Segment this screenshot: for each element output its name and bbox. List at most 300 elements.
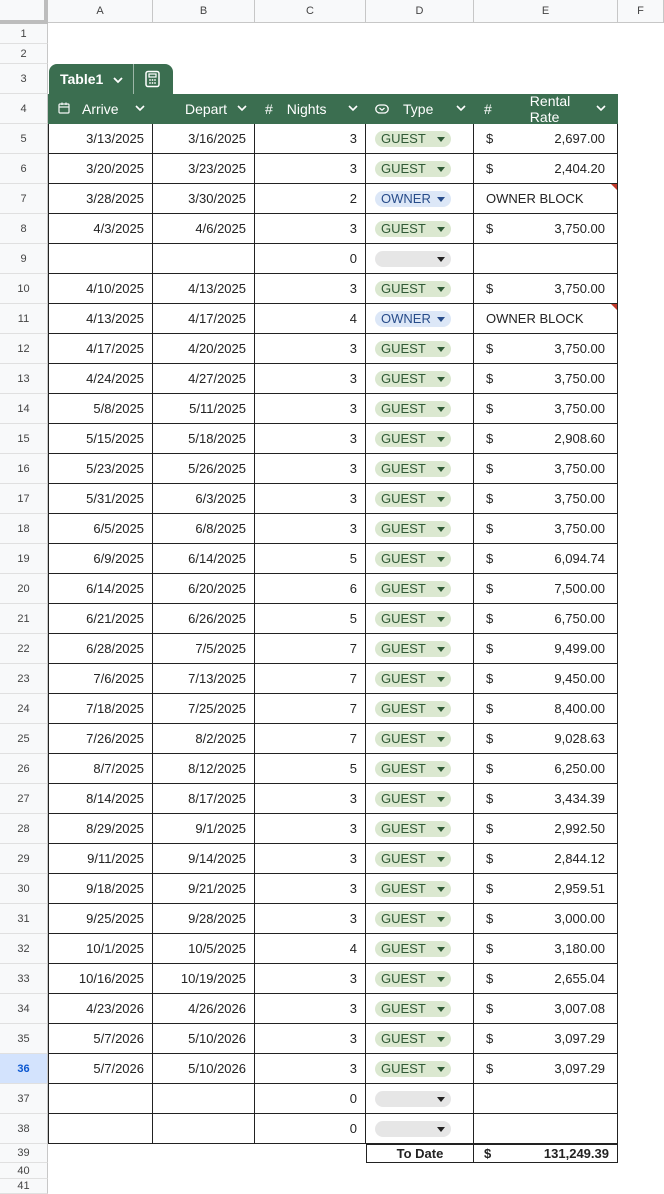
type-cell[interactable] xyxy=(366,154,474,184)
type-cell[interactable] xyxy=(366,1114,474,1144)
dropdown-arrow-icon[interactable] xyxy=(437,434,445,444)
type-dropdown-chip[interactable] xyxy=(375,161,451,177)
row-header-23[interactable]: 23 xyxy=(0,664,48,694)
dropdown-arrow-icon[interactable] xyxy=(437,644,445,654)
row-header-19[interactable]: 19 xyxy=(0,544,48,574)
depart-cell[interactable]: 6/14/2025 xyxy=(153,544,255,574)
row-header-5[interactable]: 5 xyxy=(0,124,48,154)
depart-cell[interactable]: 10/19/2025 xyxy=(153,964,255,994)
header-type[interactable] xyxy=(366,94,474,124)
dropdown-arrow-icon[interactable] xyxy=(437,284,445,294)
type-dropdown-chip[interactable] xyxy=(375,701,451,717)
type-cell[interactable] xyxy=(366,604,474,634)
depart-cell[interactable]: 8/2/2025 xyxy=(153,724,255,754)
rental-rate-cell[interactable] xyxy=(474,544,618,574)
nights-cell[interactable]: 6 xyxy=(255,574,366,604)
depart-cell[interactable]: 4/26/2026 xyxy=(153,994,255,1024)
type-dropdown-chip[interactable] xyxy=(375,221,451,237)
rental-rate-cell[interactable] xyxy=(474,244,618,274)
type-cell[interactable] xyxy=(366,904,474,934)
arrive-cell[interactable]: 4/10/2025 xyxy=(48,274,153,304)
chevron-down-icon[interactable] xyxy=(113,71,123,87)
depart-cell[interactable]: 9/28/2025 xyxy=(153,904,255,934)
dropdown-arrow-icon[interactable] xyxy=(437,374,445,384)
row-header-10[interactable]: 10 xyxy=(0,274,48,304)
nights-cell[interactable]: 7 xyxy=(255,724,366,754)
dropdown-arrow-icon[interactable] xyxy=(437,944,445,954)
type-dropdown-chip[interactable] xyxy=(375,791,451,807)
arrive-cell[interactable] xyxy=(48,1084,153,1114)
type-cell[interactable] xyxy=(366,994,474,1024)
rental-rate-cell[interactable] xyxy=(474,574,618,604)
type-dropdown-chip[interactable] xyxy=(375,341,451,357)
header-arrive[interactable] xyxy=(48,94,153,124)
type-dropdown-chip[interactable] xyxy=(375,761,451,777)
arrive-cell[interactable]: 9/11/2025 xyxy=(48,844,153,874)
column-header-c[interactable]: C xyxy=(255,0,366,23)
type-dropdown-chip[interactable] xyxy=(375,671,451,687)
nights-cell[interactable]: 3 xyxy=(255,964,366,994)
dropdown-arrow-icon[interactable] xyxy=(437,224,445,234)
row-header-12[interactable]: 12 xyxy=(0,334,48,364)
dropdown-arrow-icon[interactable] xyxy=(437,884,445,894)
column-header-b[interactable]: B xyxy=(153,0,255,23)
type-cell[interactable] xyxy=(366,424,474,454)
row-header-20[interactable]: 20 xyxy=(0,574,48,604)
arrive-cell[interactable]: 5/31/2025 xyxy=(48,484,153,514)
nights-cell[interactable]: 7 xyxy=(255,634,366,664)
nights-cell[interactable]: 7 xyxy=(255,664,366,694)
type-dropdown-chip[interactable] xyxy=(375,1031,451,1047)
rental-rate-cell[interactable] xyxy=(474,814,618,844)
nights-cell[interactable]: 0 xyxy=(255,1114,366,1144)
depart-cell[interactable]: 4/27/2025 xyxy=(153,364,255,394)
row-header-28[interactable]: 28 xyxy=(0,814,48,844)
rental-rate-cell[interactable] xyxy=(474,124,618,154)
row-header-9[interactable]: 9 xyxy=(0,244,48,274)
depart-cell[interactable]: 9/14/2025 xyxy=(153,844,255,874)
dropdown-arrow-icon[interactable] xyxy=(437,524,445,534)
row-header-29[interactable]: 29 xyxy=(0,844,48,874)
rental-rate-cell[interactable] xyxy=(474,1114,618,1144)
row-header-31[interactable]: 31 xyxy=(0,904,48,934)
rental-rate-cell[interactable] xyxy=(474,904,618,934)
dropdown-arrow-icon[interactable] xyxy=(437,614,445,624)
row-header-21[interactable]: 21 xyxy=(0,604,48,634)
row-header-38[interactable]: 38 xyxy=(0,1114,48,1144)
type-cell[interactable] xyxy=(366,574,474,604)
depart-cell[interactable] xyxy=(153,1084,255,1114)
nights-cell[interactable]: 3 xyxy=(255,1054,366,1084)
rental-rate-cell[interactable] xyxy=(474,874,618,904)
arrive-cell[interactable]: 8/29/2025 xyxy=(48,814,153,844)
nights-cell[interactable]: 0 xyxy=(255,244,366,274)
type-dropdown-chip[interactable] xyxy=(375,941,451,957)
rental-rate-cell[interactable] xyxy=(474,724,618,754)
nights-cell[interactable]: 3 xyxy=(255,274,366,304)
type-cell[interactable] xyxy=(366,484,474,514)
depart-cell[interactable]: 4/20/2025 xyxy=(153,334,255,364)
arrive-cell[interactable]: 5/7/2026 xyxy=(48,1054,153,1084)
type-dropdown-chip[interactable] xyxy=(375,251,451,267)
type-dropdown-chip[interactable] xyxy=(375,1061,451,1077)
type-dropdown-chip[interactable] xyxy=(375,1121,451,1137)
arrive-cell[interactable]: 7/26/2025 xyxy=(48,724,153,754)
header-rental-rate[interactable] xyxy=(474,94,618,124)
dropdown-arrow-icon[interactable] xyxy=(437,764,445,774)
type-dropdown-chip[interactable] xyxy=(375,521,451,537)
chevron-down-icon[interactable] xyxy=(456,103,474,115)
select-all-corner[interactable] xyxy=(0,0,48,24)
row-header-4[interactable]: 4 xyxy=(0,94,48,124)
dropdown-arrow-icon[interactable] xyxy=(437,554,445,564)
dropdown-arrow-icon[interactable] xyxy=(437,344,445,354)
depart-cell[interactable]: 5/18/2025 xyxy=(153,424,255,454)
column-header-f[interactable]: F xyxy=(618,0,664,23)
row-header-14[interactable]: 14 xyxy=(0,394,48,424)
type-cell[interactable] xyxy=(366,844,474,874)
dropdown-arrow-icon[interactable] xyxy=(437,914,445,924)
rental-rate-cell[interactable] xyxy=(474,964,618,994)
type-dropdown-chip[interactable] xyxy=(375,371,451,387)
arrive-cell[interactable]: 7/18/2025 xyxy=(48,694,153,724)
depart-cell[interactable]: 3/30/2025 xyxy=(153,184,255,214)
dropdown-arrow-icon[interactable] xyxy=(437,854,445,864)
type-dropdown-chip[interactable] xyxy=(375,491,451,507)
table-name[interactable]: Table1 xyxy=(60,71,104,87)
rental-rate-cell[interactable] xyxy=(474,484,618,514)
depart-cell[interactable]: 6/3/2025 xyxy=(153,484,255,514)
dropdown-arrow-icon[interactable] xyxy=(437,674,445,684)
nights-cell[interactable]: 4 xyxy=(255,934,366,964)
dropdown-arrow-icon[interactable] xyxy=(437,404,445,414)
column-header-a[interactable]: A xyxy=(48,0,153,23)
dropdown-arrow-icon[interactable] xyxy=(437,734,445,744)
type-dropdown-chip[interactable] xyxy=(375,431,451,447)
row-header-30[interactable]: 30 xyxy=(0,874,48,904)
chevron-down-icon[interactable] xyxy=(596,103,618,115)
dropdown-arrow-icon[interactable] xyxy=(437,1034,445,1044)
comment-indicator-icon[interactable] xyxy=(611,304,617,310)
nights-cell[interactable]: 3 xyxy=(255,994,366,1024)
dropdown-arrow-icon[interactable] xyxy=(437,704,445,714)
nights-cell[interactable]: 3 xyxy=(255,124,366,154)
rental-rate-cell[interactable] xyxy=(474,304,618,334)
chevron-down-icon[interactable] xyxy=(135,103,153,115)
dropdown-arrow-icon[interactable] xyxy=(437,494,445,504)
rental-rate-cell[interactable] xyxy=(474,334,618,364)
type-dropdown-chip[interactable] xyxy=(375,461,451,477)
type-dropdown-chip[interactable] xyxy=(375,911,451,927)
dropdown-arrow-icon[interactable] xyxy=(437,1004,445,1014)
arrive-cell[interactable]: 5/23/2025 xyxy=(48,454,153,484)
rental-rate-cell[interactable] xyxy=(474,1024,618,1054)
rental-rate-cell[interactable] xyxy=(474,424,618,454)
row-header-7[interactable]: 7 xyxy=(0,184,48,214)
row-header-40[interactable]: 40 xyxy=(0,1163,48,1179)
type-dropdown-chip[interactable] xyxy=(375,971,451,987)
nights-cell[interactable]: 5 xyxy=(255,604,366,634)
rental-rate-cell[interactable] xyxy=(474,694,618,724)
nights-cell[interactable]: 3 xyxy=(255,814,366,844)
row-header-26[interactable]: 26 xyxy=(0,754,48,784)
total-value-cell[interactable] xyxy=(473,1144,618,1163)
nights-cell[interactable]: 3 xyxy=(255,214,366,244)
row-header-39[interactable]: 39 xyxy=(0,1144,48,1163)
nights-cell[interactable]: 3 xyxy=(255,154,366,184)
depart-cell[interactable]: 3/16/2025 xyxy=(153,124,255,154)
dropdown-arrow-icon[interactable] xyxy=(437,1094,445,1104)
total-label-cell[interactable] xyxy=(366,1144,474,1163)
depart-cell[interactable]: 10/5/2025 xyxy=(153,934,255,964)
row-header-13[interactable]: 13 xyxy=(0,364,48,394)
dropdown-arrow-icon[interactable] xyxy=(437,974,445,984)
dropdown-arrow-icon[interactable] xyxy=(437,1124,445,1134)
type-cell[interactable] xyxy=(366,544,474,574)
type-cell[interactable] xyxy=(366,244,474,274)
type-cell[interactable] xyxy=(366,784,474,814)
nights-cell[interactable]: 4 xyxy=(255,304,366,334)
rental-rate-cell[interactable] xyxy=(474,934,618,964)
depart-cell[interactable]: 7/5/2025 xyxy=(153,634,255,664)
dropdown-arrow-icon[interactable] xyxy=(437,314,445,324)
rental-rate-cell[interactable] xyxy=(474,1084,618,1114)
depart-cell[interactable]: 6/8/2025 xyxy=(153,514,255,544)
type-cell[interactable] xyxy=(366,964,474,994)
row-header-27[interactable]: 27 xyxy=(0,784,48,814)
row-header-22[interactable]: 22 xyxy=(0,634,48,664)
arrive-cell[interactable]: 4/17/2025 xyxy=(48,334,153,364)
arrive-cell[interactable]: 8/14/2025 xyxy=(48,784,153,814)
nights-cell[interactable]: 3 xyxy=(255,784,366,814)
arrive-cell[interactable]: 7/6/2025 xyxy=(48,664,153,694)
row-header-41[interactable]: 41 xyxy=(0,1179,48,1194)
arrive-cell[interactable]: 3/13/2025 xyxy=(48,124,153,154)
type-cell[interactable] xyxy=(366,1084,474,1114)
arrive-cell[interactable]: 9/18/2025 xyxy=(48,874,153,904)
nights-cell[interactable]: 3 xyxy=(255,334,366,364)
rental-rate-cell[interactable] xyxy=(474,604,618,634)
arrive-cell[interactable]: 5/15/2025 xyxy=(48,424,153,454)
nights-cell[interactable]: 3 xyxy=(255,514,366,544)
column-header-e[interactable]: E xyxy=(474,0,618,23)
type-cell[interactable] xyxy=(366,724,474,754)
rental-rate-cell[interactable] xyxy=(474,784,618,814)
depart-cell[interactable]: 4/13/2025 xyxy=(153,274,255,304)
type-cell[interactable] xyxy=(366,274,474,304)
rental-rate-cell[interactable] xyxy=(474,394,618,424)
depart-cell[interactable]: 9/21/2025 xyxy=(153,874,255,904)
row-header-34[interactable]: 34 xyxy=(0,994,48,1024)
depart-cell[interactable]: 8/17/2025 xyxy=(153,784,255,814)
arrive-cell[interactable]: 5/7/2026 xyxy=(48,1024,153,1054)
dropdown-arrow-icon[interactable] xyxy=(437,194,445,204)
type-cell[interactable] xyxy=(366,634,474,664)
depart-cell[interactable]: 9/1/2025 xyxy=(153,814,255,844)
rental-rate-cell[interactable] xyxy=(474,994,618,1024)
nights-cell[interactable]: 5 xyxy=(255,544,366,574)
comment-indicator-icon[interactable] xyxy=(611,184,617,190)
type-cell[interactable] xyxy=(366,514,474,544)
arrive-cell[interactable]: 6/14/2025 xyxy=(48,574,153,604)
rental-rate-cell[interactable] xyxy=(474,364,618,394)
column-header-d[interactable]: D xyxy=(366,0,474,23)
rental-rate-cell[interactable] xyxy=(474,454,618,484)
depart-cell[interactable]: 3/23/2025 xyxy=(153,154,255,184)
chevron-down-icon[interactable] xyxy=(348,103,366,115)
depart-cell[interactable]: 4/17/2025 xyxy=(153,304,255,334)
table-name-tab[interactable] xyxy=(49,64,173,94)
type-dropdown-chip[interactable] xyxy=(375,1091,451,1107)
nights-cell[interactable]: 2 xyxy=(255,184,366,214)
type-cell[interactable] xyxy=(366,1054,474,1084)
type-cell[interactable] xyxy=(366,364,474,394)
row-header-32[interactable]: 32 xyxy=(0,934,48,964)
type-cell[interactable] xyxy=(366,454,474,484)
row-header-1[interactable]: 1 xyxy=(0,24,48,44)
arrive-cell[interactable]: 4/24/2025 xyxy=(48,364,153,394)
arrive-cell[interactable]: 6/9/2025 xyxy=(48,544,153,574)
arrive-cell[interactable]: 4/23/2026 xyxy=(48,994,153,1024)
chevron-down-icon[interactable] xyxy=(237,103,255,115)
row-header-37[interactable]: 37 xyxy=(0,1084,48,1114)
nights-cell[interactable]: 3 xyxy=(255,844,366,874)
type-cell[interactable] xyxy=(366,214,474,244)
row-header-17[interactable]: 17 xyxy=(0,484,48,514)
depart-cell[interactable]: 6/20/2025 xyxy=(153,574,255,604)
depart-cell[interactable] xyxy=(153,1114,255,1144)
header-depart[interactable] xyxy=(153,94,255,124)
rental-rate-cell[interactable] xyxy=(474,514,618,544)
type-dropdown-chip[interactable] xyxy=(375,581,451,597)
dropdown-arrow-icon[interactable] xyxy=(437,464,445,474)
nights-cell[interactable]: 3 xyxy=(255,424,366,454)
arrive-cell[interactable]: 5/8/2025 xyxy=(48,394,153,424)
type-cell[interactable] xyxy=(366,814,474,844)
depart-cell[interactable]: 5/10/2026 xyxy=(153,1024,255,1054)
arrive-cell[interactable]: 6/28/2025 xyxy=(48,634,153,664)
arrive-cell[interactable] xyxy=(48,244,153,274)
row-header-33[interactable]: 33 xyxy=(0,964,48,994)
dropdown-arrow-icon[interactable] xyxy=(437,164,445,174)
nights-cell[interactable]: 3 xyxy=(255,904,366,934)
depart-cell[interactable]: 8/12/2025 xyxy=(153,754,255,784)
rental-rate-cell[interactable] xyxy=(474,754,618,784)
nights-cell[interactable]: 0 xyxy=(255,1084,366,1114)
type-cell[interactable] xyxy=(366,934,474,964)
type-cell[interactable] xyxy=(366,124,474,154)
depart-cell[interactable]: 5/10/2026 xyxy=(153,1054,255,1084)
type-dropdown-chip[interactable] xyxy=(375,1001,451,1017)
rental-rate-cell[interactable] xyxy=(474,154,618,184)
row-header-16[interactable]: 16 xyxy=(0,454,48,484)
type-cell[interactable] xyxy=(366,304,474,334)
type-dropdown-chip[interactable] xyxy=(375,281,451,297)
row-header-15[interactable]: 15 xyxy=(0,424,48,454)
row-header-24[interactable]: 24 xyxy=(0,694,48,724)
type-dropdown-chip[interactable] xyxy=(375,311,451,327)
dropdown-arrow-icon[interactable] xyxy=(437,134,445,144)
depart-cell[interactable]: 5/26/2025 xyxy=(153,454,255,484)
depart-cell[interactable]: 7/13/2025 xyxy=(153,664,255,694)
depart-cell[interactable]: 4/6/2025 xyxy=(153,214,255,244)
row-header-3[interactable]: 3 xyxy=(0,64,48,94)
type-cell[interactable] xyxy=(366,394,474,424)
row-header-11[interactable]: 11 xyxy=(0,304,48,334)
row-header-18[interactable]: 18 xyxy=(0,514,48,544)
row-header-25[interactable]: 25 xyxy=(0,724,48,754)
rental-rate-cell[interactable] xyxy=(474,664,618,694)
rental-rate-cell[interactable] xyxy=(474,634,618,664)
type-cell[interactable] xyxy=(366,754,474,784)
type-cell[interactable] xyxy=(366,184,474,214)
nights-cell[interactable]: 3 xyxy=(255,454,366,484)
type-dropdown-chip[interactable] xyxy=(375,851,451,867)
arrive-cell[interactable]: 6/5/2025 xyxy=(48,514,153,544)
rental-rate-cell[interactable] xyxy=(474,1054,618,1084)
arrive-cell[interactable]: 3/28/2025 xyxy=(48,184,153,214)
arrive-cell[interactable] xyxy=(48,1114,153,1144)
nights-cell[interactable]: 7 xyxy=(255,694,366,724)
depart-cell[interactable]: 5/11/2025 xyxy=(153,394,255,424)
arrive-cell[interactable]: 10/1/2025 xyxy=(48,934,153,964)
type-dropdown-chip[interactable] xyxy=(375,641,451,657)
type-dropdown-chip[interactable] xyxy=(375,611,451,627)
type-dropdown-chip[interactable] xyxy=(375,881,451,897)
type-dropdown-chip[interactable] xyxy=(375,731,451,747)
depart-cell[interactable] xyxy=(153,244,255,274)
rental-rate-cell[interactable] xyxy=(474,184,618,214)
row-header-8[interactable]: 8 xyxy=(0,214,48,244)
table-settings-icon[interactable] xyxy=(144,70,162,88)
nights-cell[interactable]: 3 xyxy=(255,364,366,394)
rental-rate-cell[interactable] xyxy=(474,844,618,874)
arrive-cell[interactable]: 10/16/2025 xyxy=(48,964,153,994)
dropdown-arrow-icon[interactable] xyxy=(437,1064,445,1074)
nights-cell[interactable]: 3 xyxy=(255,484,366,514)
dropdown-arrow-icon[interactable] xyxy=(437,254,445,264)
header-nights[interactable] xyxy=(255,94,366,124)
arrive-cell[interactable]: 3/20/2025 xyxy=(48,154,153,184)
nights-cell[interactable]: 3 xyxy=(255,874,366,904)
nights-cell[interactable]: 3 xyxy=(255,1024,366,1054)
type-cell[interactable] xyxy=(366,334,474,364)
type-dropdown-chip[interactable] xyxy=(375,191,451,207)
dropdown-arrow-icon[interactable] xyxy=(437,794,445,804)
depart-cell[interactable]: 7/25/2025 xyxy=(153,694,255,724)
type-cell[interactable] xyxy=(366,874,474,904)
nights-cell[interactable]: 5 xyxy=(255,754,366,784)
depart-cell[interactable]: 6/26/2025 xyxy=(153,604,255,634)
row-header-36[interactable]: 36 xyxy=(0,1054,48,1084)
row-header-2[interactable]: 2 xyxy=(0,44,48,64)
arrive-cell[interactable]: 4/13/2025 xyxy=(48,304,153,334)
type-dropdown-chip[interactable] xyxy=(375,551,451,567)
arrive-cell[interactable]: 4/3/2025 xyxy=(48,214,153,244)
type-dropdown-chip[interactable] xyxy=(375,821,451,837)
dropdown-arrow-icon[interactable] xyxy=(437,824,445,834)
rental-rate-cell[interactable] xyxy=(474,274,618,304)
row-header-6[interactable]: 6 xyxy=(0,154,48,184)
type-dropdown-chip[interactable] xyxy=(375,131,451,147)
row-header-35[interactable]: 35 xyxy=(0,1024,48,1054)
arrive-cell[interactable]: 6/21/2025 xyxy=(48,604,153,634)
nights-cell[interactable]: 3 xyxy=(255,394,366,424)
type-cell[interactable] xyxy=(366,1024,474,1054)
type-cell[interactable] xyxy=(366,694,474,724)
type-dropdown-chip[interactable] xyxy=(375,401,451,417)
arrive-cell[interactable]: 8/7/2025 xyxy=(48,754,153,784)
